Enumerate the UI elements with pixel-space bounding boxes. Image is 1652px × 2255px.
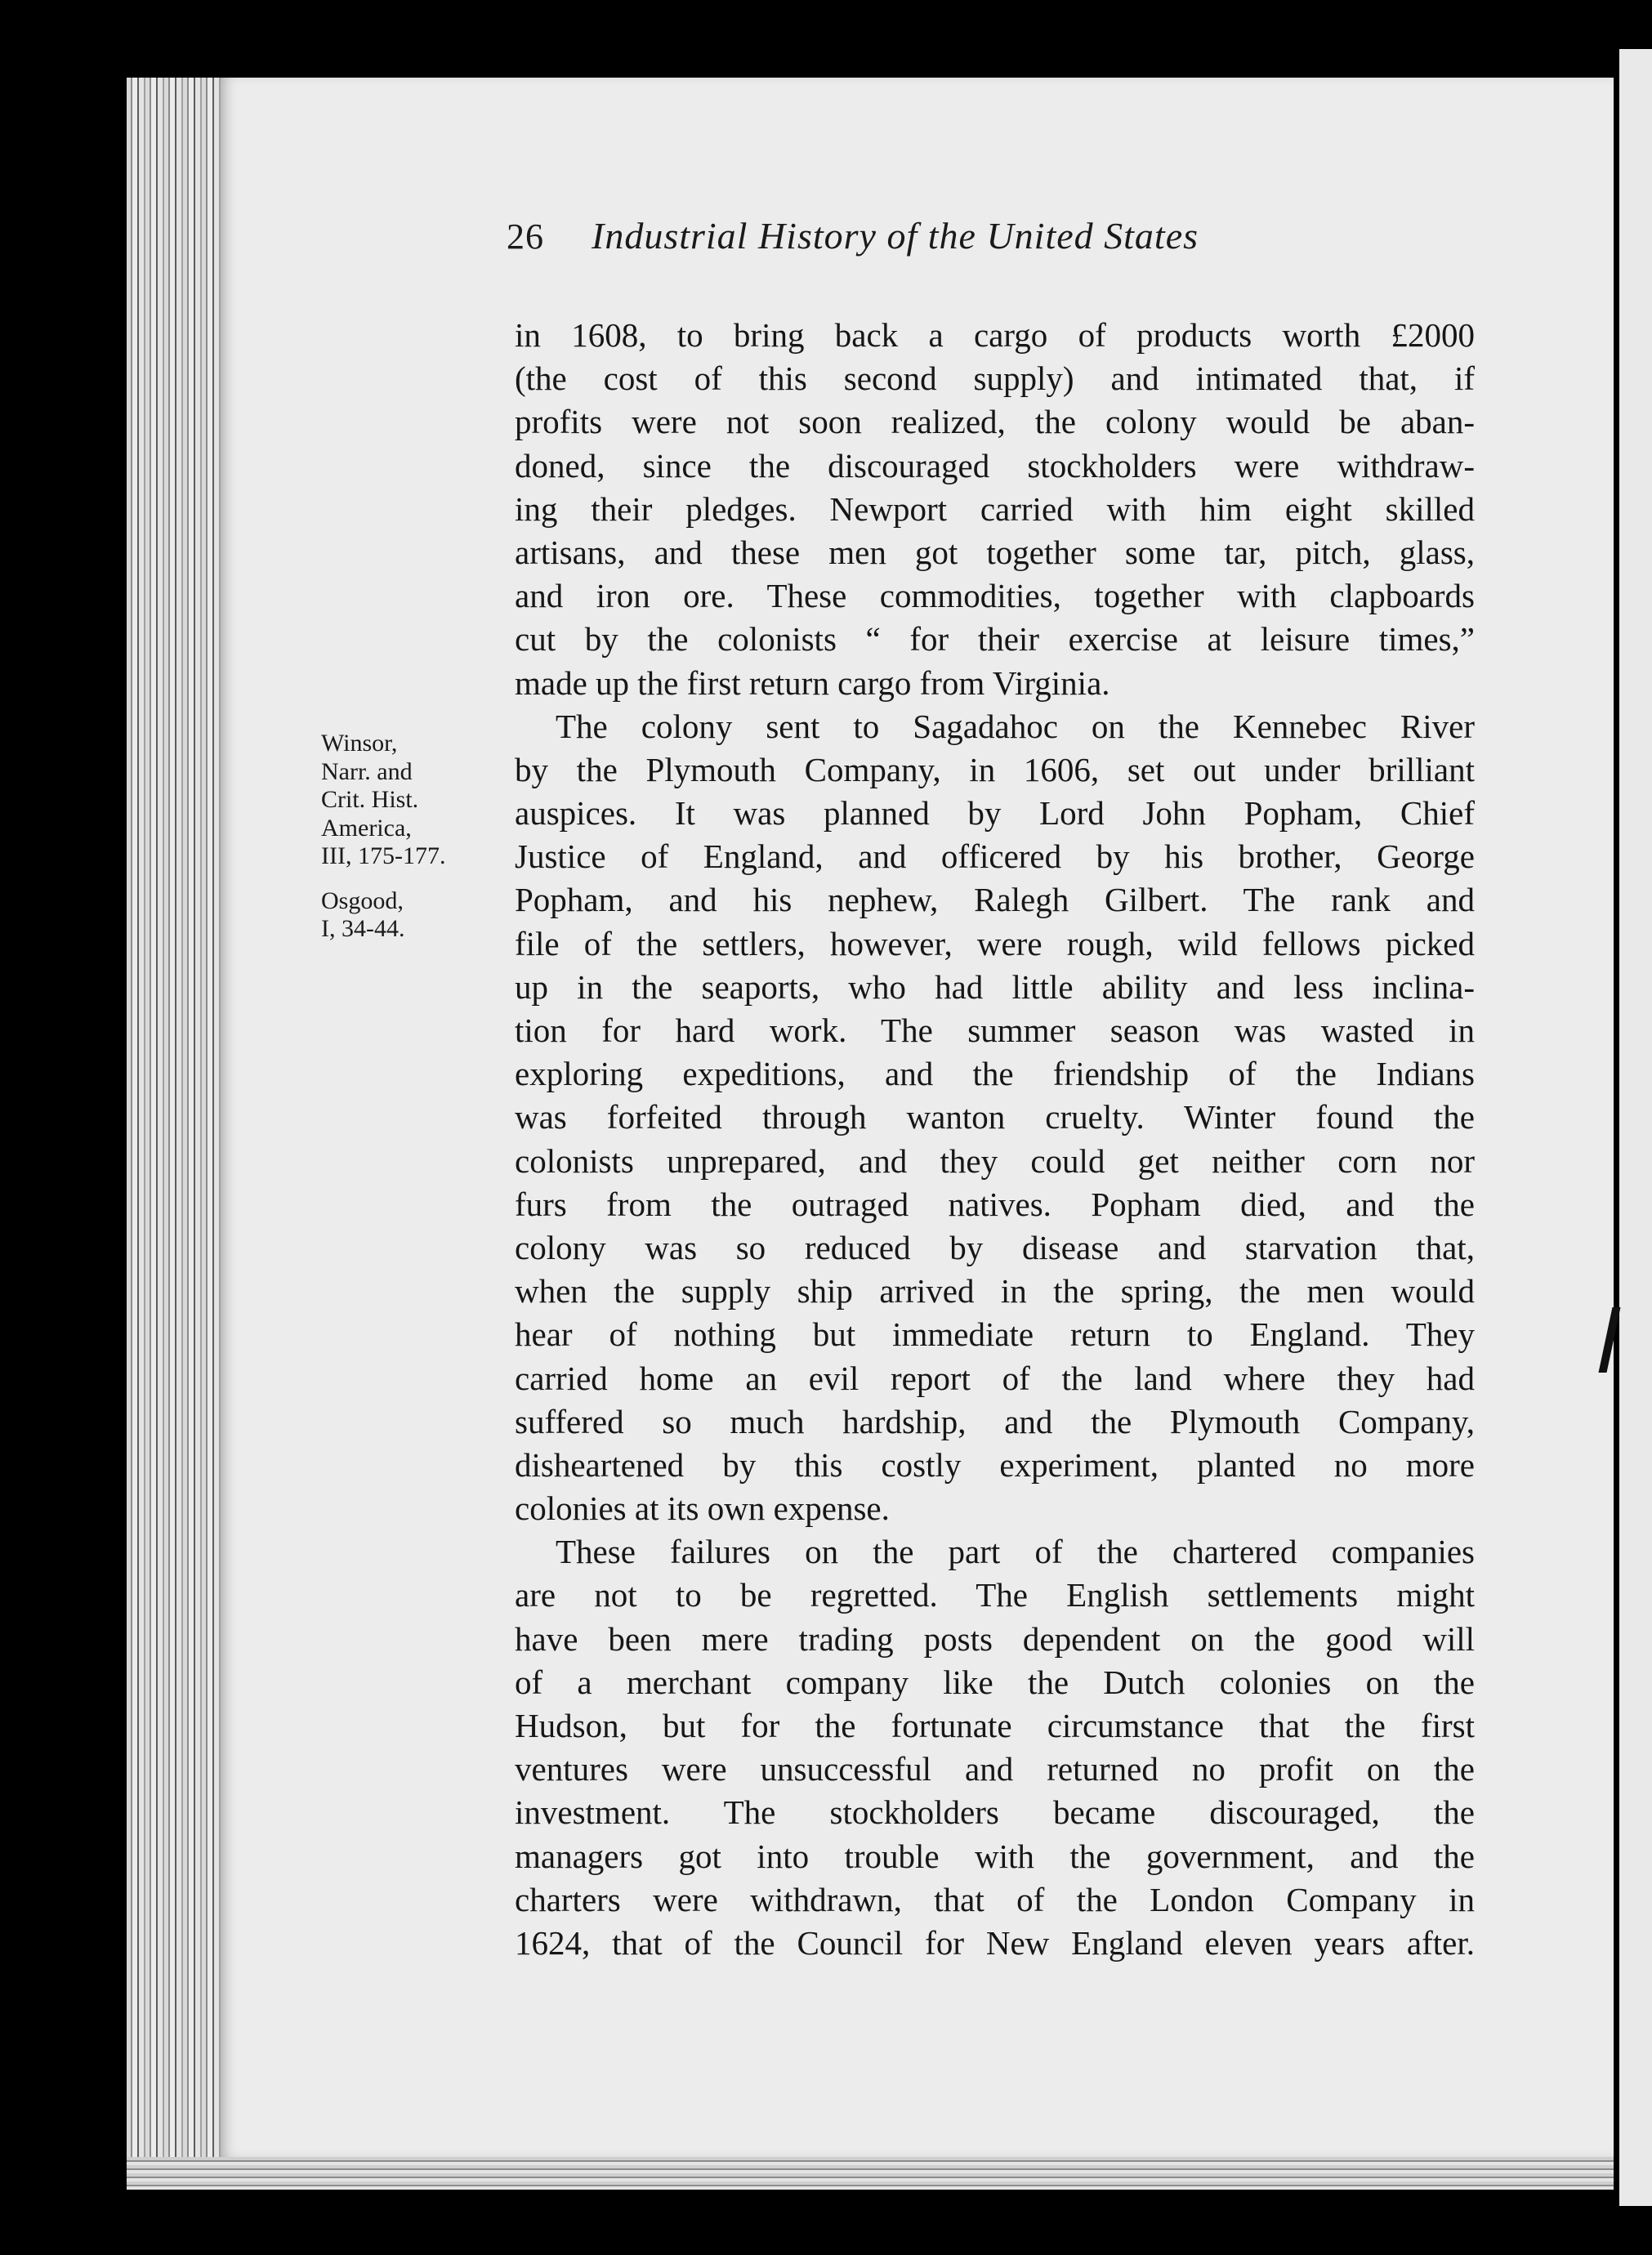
margin-note-line: Osgood, — [321, 886, 404, 914]
text-line: auspices. It was planned by Lord John Popham, Chief — [515, 794, 1475, 833]
text-line: ventures were unsuccessful and returned no profit on the — [515, 1750, 1475, 1788]
text-line: Justice of England, and officered by his brother, George — [515, 837, 1475, 876]
margin-notes — [321, 730, 501, 960]
text-line: ing their pledges. Newport carried with him eight skilled — [515, 489, 1475, 528]
body-text — [515, 314, 1475, 1965]
margin-note-line: III, 175-177. — [321, 842, 446, 869]
text-line: carried home an evil report of the land where they had — [515, 1359, 1475, 1397]
text-line: The colony sent to Sagadahoc on the Kennebec River — [556, 707, 1475, 745]
text-line: charters were withdrawn, that of the London Company in — [515, 1880, 1475, 1918]
margin-note — [321, 730, 501, 871]
text-line: was forfeited through wanton cruelty. Winter found the — [515, 1098, 1475, 1136]
running-title: Industrial History of the United States — [592, 215, 1199, 257]
text-line: exploring expeditions, and the friendship of the Indians — [515, 1055, 1475, 1093]
text-line: are not to be regretted. The English settlements might — [515, 1576, 1475, 1614]
text-line: colony was so reduced by disease and starvation that, — [515, 1228, 1475, 1266]
text-line: artisans, and these men got together some tar, pitch, glass, — [515, 533, 1475, 571]
text-line: colonies at its own expense. — [515, 1489, 890, 1528]
text-line: in 1608, to bring back a cargo of products worth £2000 — [515, 316, 1475, 354]
margin-note-line: Narr. and — [321, 757, 413, 785]
text-line: Hudson, but for the fortunate circumstance that the first — [515, 1707, 1475, 1744]
margin-note-line: Winsor, — [321, 730, 398, 757]
text-line: These failures on the part of the chartered companies — [556, 1533, 1475, 1571]
text-line: disheartened by this costly experiment, planted no more — [515, 1445, 1475, 1484]
page-number: 26 — [507, 217, 544, 257]
text-line: up in the seaports, who had little ability and less inclina- — [515, 967, 1475, 1006]
text-line: 1624, that of the Council for New England eleven years after. — [515, 1923, 1475, 1962]
text-line: furs from the outraged natives. Popham died, and the — [515, 1185, 1475, 1223]
text-line: investment. The stockholders became discouraged, the — [515, 1793, 1475, 1832]
text-line: (the cost of this second supply) and intimated that, if — [515, 359, 1475, 398]
text-line: when the supply ship arrived in the spring, the men would — [515, 1272, 1475, 1311]
text-line: made up the first return cargo from Virginia. — [515, 663, 1110, 702]
text-line: Popham, and his nephew, Ralegh Gilbert. The rank and — [515, 881, 1475, 919]
text-line: have been mere trading posts dependent on the good will — [515, 1619, 1475, 1658]
text-line: by the Plymouth Company, in 1606, set out under brilliant — [515, 750, 1475, 788]
margin-note-line: I, 34-44. — [321, 915, 405, 942]
running-head — [507, 214, 1373, 271]
text-line: managers got into trouble with the government, and the — [515, 1837, 1475, 1875]
margin-note-line: America, — [321, 814, 412, 842]
text-line: tion for hard work. The summer season was wasted in — [515, 1011, 1475, 1049]
text-line: cut by the colonists “ for their exercise at leisure times,” — [515, 620, 1475, 659]
text-line: hear of nothing but immediate return to England. They — [515, 1315, 1475, 1354]
text-line: doned, since the discouraged stockholders were withdraw- — [515, 446, 1475, 484]
facing-page-edge — [1619, 49, 1652, 2206]
page-stack-bottom-edges — [127, 2157, 1614, 2190]
margin-note-line: Crit. Hist. — [321, 786, 419, 813]
text-line: and iron ore. These commodities, together with clapboards — [515, 577, 1475, 615]
text-line: colonists unprepared, and they could get neither corn nor — [515, 1141, 1475, 1180]
text-line: file of the settlers, however, were rough, wild fellows picked — [515, 924, 1475, 962]
text-line: of a merchant company like the Dutch colonies on the — [515, 1663, 1475, 1701]
page-stack-edges — [127, 78, 223, 2186]
margin-note — [321, 887, 501, 944]
text-line: profits were not soon realized, the colony would be aban- — [515, 403, 1475, 441]
text-line: suffered so much hardship, and the Plymouth Company, — [515, 1402, 1475, 1440]
